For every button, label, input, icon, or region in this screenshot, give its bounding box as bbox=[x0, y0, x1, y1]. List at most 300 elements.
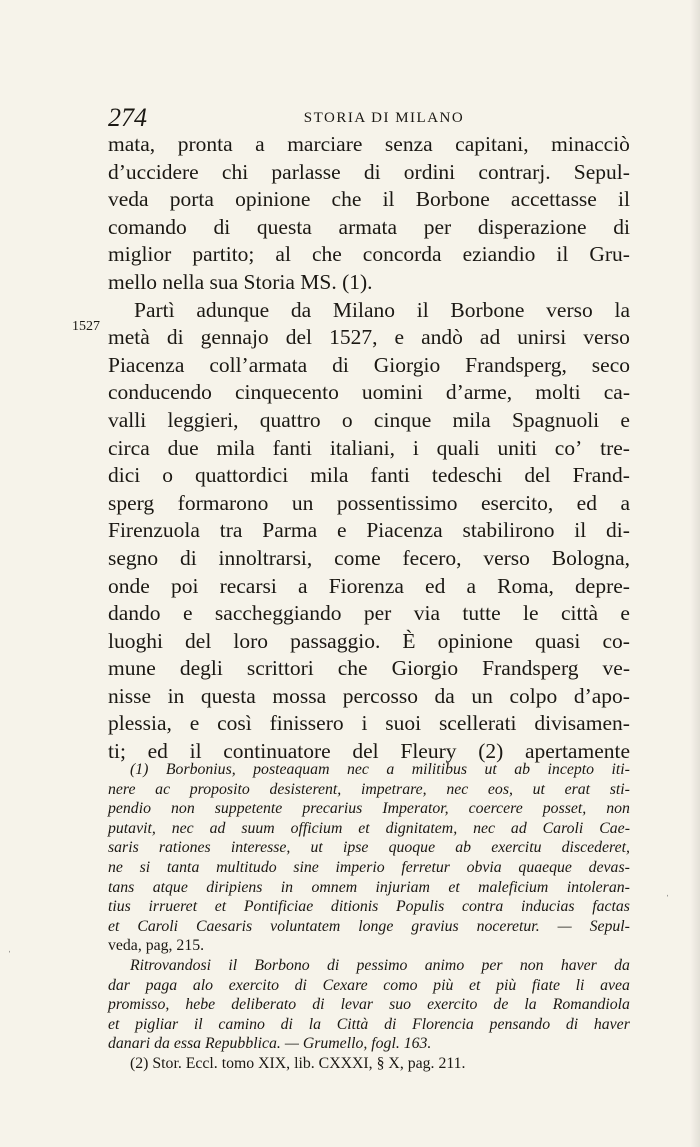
word: non bbox=[519, 956, 544, 974]
word: più bbox=[496, 976, 517, 994]
text-line bbox=[108, 517, 630, 545]
word: dando bbox=[108, 601, 161, 626]
word: pensando bbox=[489, 1015, 551, 1033]
word: ve- bbox=[602, 656, 630, 681]
word: haver bbox=[560, 956, 597, 974]
word: poi bbox=[170, 573, 199, 598]
word: Sepul- bbox=[589, 917, 630, 935]
word: la bbox=[524, 996, 537, 1014]
word: parlasse bbox=[271, 159, 341, 184]
word: del bbox=[352, 739, 379, 764]
word: gennajo bbox=[200, 325, 269, 350]
word: suum bbox=[241, 819, 275, 837]
word: dignitatem, bbox=[385, 819, 458, 837]
word: da bbox=[434, 683, 455, 708]
word: di bbox=[213, 214, 231, 239]
word: più bbox=[433, 976, 454, 994]
word: (2) bbox=[478, 739, 504, 764]
word: nec bbox=[446, 780, 469, 798]
word: eziandio bbox=[462, 242, 536, 267]
word: del bbox=[285, 325, 313, 350]
word: Giorgio bbox=[391, 656, 459, 681]
word: sti- bbox=[609, 780, 630, 798]
word: di- bbox=[606, 518, 630, 543]
word: fiate bbox=[531, 976, 560, 994]
word: precarius bbox=[302, 800, 363, 818]
text-line bbox=[108, 628, 630, 656]
word: e bbox=[620, 601, 630, 626]
word: che bbox=[311, 242, 342, 267]
text-line bbox=[108, 573, 630, 601]
word: 1527, bbox=[329, 325, 378, 350]
word: uomini bbox=[361, 380, 423, 405]
footnote-line bbox=[108, 878, 630, 898]
word: finissero bbox=[269, 711, 344, 736]
word: suppetente bbox=[214, 800, 283, 818]
word: in bbox=[280, 878, 294, 896]
footnote-line bbox=[108, 897, 630, 917]
margin-year-note: 1527 bbox=[72, 319, 100, 334]
word: di bbox=[294, 976, 307, 994]
word: sine bbox=[293, 858, 319, 876]
word: Populis bbox=[396, 898, 445, 916]
text-line: mello nella sua Storia MS. (1). bbox=[108, 269, 373, 294]
word: andò bbox=[421, 325, 463, 350]
word: pendio bbox=[108, 800, 151, 818]
word: molti bbox=[535, 380, 581, 405]
word: segno bbox=[108, 545, 159, 570]
word: adunque bbox=[196, 297, 270, 322]
footnote-line bbox=[108, 799, 630, 819]
word: ad bbox=[209, 819, 226, 837]
word: exercito bbox=[228, 976, 279, 994]
word: un bbox=[291, 490, 314, 515]
word: del bbox=[185, 628, 212, 653]
word: pronta bbox=[177, 132, 233, 156]
word: leggieri, bbox=[167, 407, 239, 432]
word: cinquecento bbox=[234, 380, 339, 405]
word: depre- bbox=[575, 573, 630, 598]
word: metà bbox=[108, 325, 150, 350]
word: ut bbox=[310, 839, 323, 857]
word: avea bbox=[600, 976, 630, 994]
word: a bbox=[255, 132, 265, 156]
word: recarsi bbox=[219, 573, 277, 598]
word: e bbox=[336, 518, 347, 543]
word: Pontificiae bbox=[243, 898, 314, 916]
word: e bbox=[182, 601, 193, 626]
word: et bbox=[448, 878, 460, 896]
word: omnem bbox=[311, 878, 358, 896]
word: impetrare, bbox=[360, 780, 427, 798]
word: li bbox=[575, 976, 585, 994]
footnote-line bbox=[108, 819, 630, 839]
word: d’arme, bbox=[445, 380, 513, 405]
word: ipse bbox=[342, 839, 369, 857]
word: che bbox=[331, 187, 362, 212]
word: exercitu bbox=[491, 839, 542, 857]
word: divisamen- bbox=[534, 711, 630, 736]
word: marciare bbox=[287, 132, 363, 156]
text-line bbox=[108, 435, 630, 463]
text-line bbox=[108, 545, 630, 573]
word: ti; bbox=[108, 739, 126, 764]
word: per bbox=[481, 956, 503, 974]
word: exercito bbox=[427, 996, 478, 1014]
word: di bbox=[280, 1015, 293, 1033]
word: stabilirono bbox=[462, 518, 555, 543]
word: apertamente bbox=[524, 739, 630, 764]
word: Caesaris bbox=[195, 917, 253, 935]
word: percosso bbox=[342, 683, 418, 708]
word: quattro bbox=[259, 407, 321, 432]
word: quattordici bbox=[195, 463, 289, 488]
word: ferretur bbox=[401, 858, 450, 876]
word: ed bbox=[576, 490, 597, 515]
word: iti- bbox=[611, 761, 630, 778]
word: incepto bbox=[547, 761, 595, 778]
text-line bbox=[108, 600, 630, 628]
word: Fleury bbox=[400, 739, 457, 764]
word: mossa bbox=[272, 683, 327, 708]
word: camino bbox=[218, 1015, 265, 1033]
word: Piacenza bbox=[366, 518, 443, 543]
word: miglior bbox=[108, 242, 172, 267]
word: Partì bbox=[134, 297, 175, 322]
word: seco bbox=[591, 352, 630, 377]
word: coercere bbox=[468, 800, 523, 818]
text-line bbox=[108, 683, 630, 711]
word: proposito bbox=[189, 780, 250, 798]
word: Firenzuola bbox=[108, 518, 200, 543]
word: Imperator, bbox=[382, 800, 449, 818]
word: degli bbox=[179, 656, 223, 681]
word: il bbox=[618, 187, 630, 212]
word: quaeque bbox=[518, 858, 572, 876]
word: — bbox=[557, 917, 572, 935]
word: et bbox=[214, 898, 227, 916]
word: ordini bbox=[403, 159, 456, 184]
word: longe bbox=[358, 917, 394, 935]
word: Caroli bbox=[137, 917, 179, 935]
word: da bbox=[290, 297, 312, 322]
word: porta bbox=[169, 187, 214, 212]
word: Cae- bbox=[599, 819, 630, 837]
word: gravius bbox=[411, 917, 459, 935]
word: officium bbox=[290, 819, 343, 837]
text-line bbox=[108, 462, 630, 490]
word: d’apo- bbox=[573, 683, 630, 708]
word: Ritrovandosi bbox=[130, 956, 212, 974]
word: fanti bbox=[272, 435, 313, 460]
word: a bbox=[620, 490, 630, 515]
word: discederet, bbox=[561, 839, 630, 857]
text-line bbox=[108, 407, 630, 435]
word: formarono bbox=[177, 490, 269, 515]
footnotes bbox=[108, 760, 630, 1074]
word: di bbox=[332, 352, 349, 377]
word: a bbox=[466, 573, 477, 598]
word: il bbox=[189, 739, 202, 764]
word: Florencia bbox=[412, 1015, 474, 1033]
word: Borbone bbox=[450, 297, 525, 322]
word: luoghi bbox=[108, 628, 163, 653]
word: coll’armata bbox=[209, 352, 308, 377]
word: scellerati bbox=[438, 711, 517, 736]
word: pessimo bbox=[356, 956, 408, 974]
word: saccheggiando bbox=[214, 601, 342, 626]
word: (1) bbox=[130, 761, 149, 778]
word: devas- bbox=[588, 858, 630, 876]
word: nere bbox=[108, 780, 136, 798]
word: Caroli bbox=[542, 819, 584, 837]
word: d’uccidere bbox=[108, 159, 199, 184]
word: rationes bbox=[158, 839, 211, 857]
footnote-line bbox=[108, 780, 630, 800]
word: Parma bbox=[262, 518, 318, 543]
word: Frand- bbox=[572, 463, 630, 488]
word: fanti bbox=[370, 463, 410, 488]
word: paga bbox=[145, 976, 178, 994]
word: cinque bbox=[373, 407, 432, 432]
word: tra bbox=[219, 518, 243, 543]
scan-speck: ˌ bbox=[8, 942, 12, 953]
word: Borbono bbox=[254, 956, 310, 974]
word: levar bbox=[340, 996, 374, 1014]
word: ad bbox=[510, 819, 527, 837]
word: del bbox=[524, 463, 551, 488]
word: unirsi bbox=[517, 325, 567, 350]
word: de bbox=[493, 996, 509, 1014]
word: et bbox=[108, 1015, 120, 1033]
word: di bbox=[312, 996, 325, 1014]
word: così bbox=[217, 711, 252, 736]
word: ed bbox=[425, 573, 446, 598]
text-line bbox=[108, 352, 630, 380]
word: come bbox=[334, 545, 381, 570]
footnote-line bbox=[108, 976, 630, 996]
word: continuatore bbox=[223, 739, 331, 764]
word: quoque bbox=[388, 839, 436, 857]
word: uniti bbox=[497, 435, 537, 460]
word: la bbox=[614, 297, 630, 322]
word: capitani, bbox=[455, 132, 529, 156]
word: Borbonius, bbox=[165, 761, 236, 778]
word: minacciò bbox=[551, 132, 630, 156]
word: italiani, bbox=[329, 435, 395, 460]
word: et bbox=[358, 819, 370, 837]
word: di bbox=[363, 159, 381, 184]
word: factas bbox=[592, 898, 630, 916]
word: verso bbox=[583, 325, 630, 350]
word: il bbox=[382, 187, 395, 212]
word: tans bbox=[108, 878, 135, 896]
word: innoltrarsi, bbox=[218, 545, 313, 570]
word: via bbox=[413, 601, 441, 626]
word: ac bbox=[155, 780, 171, 798]
word: injuriam bbox=[375, 878, 430, 896]
word: plessia, bbox=[108, 711, 172, 736]
word: si bbox=[139, 858, 151, 876]
word: onde bbox=[108, 573, 150, 598]
word: chi bbox=[221, 159, 249, 184]
word: questa bbox=[256, 214, 312, 239]
word: irrueret bbox=[148, 898, 198, 916]
footnote-line: danari da essa Repubblica. — Grumello, fogl. 163. bbox=[108, 1035, 432, 1053]
word: valli bbox=[108, 407, 147, 432]
page-number: 274 bbox=[108, 103, 147, 132]
footnote-line: (2) Stor. Eccl. tomo XIX, lib. CXXXI, § X, pag. 211. bbox=[130, 1054, 466, 1072]
word: quasi bbox=[535, 628, 581, 653]
word: nec bbox=[346, 761, 369, 778]
word: il bbox=[193, 1015, 203, 1033]
word: non bbox=[606, 800, 630, 818]
word: Fiorenza bbox=[328, 573, 404, 598]
word: loro bbox=[233, 628, 269, 653]
word: co’ bbox=[554, 435, 583, 460]
text-line bbox=[108, 655, 630, 683]
word: como bbox=[383, 976, 418, 994]
word: mune bbox=[108, 656, 156, 681]
word: hebe bbox=[185, 996, 216, 1014]
word: nec bbox=[171, 819, 194, 837]
word: la bbox=[308, 1015, 321, 1033]
word: alo bbox=[192, 976, 214, 994]
word: contra bbox=[462, 898, 504, 916]
word: possentissimo bbox=[336, 490, 458, 515]
word: pigliar bbox=[135, 1015, 179, 1033]
footnote-line bbox=[108, 760, 630, 780]
text-line bbox=[108, 241, 630, 269]
word: È bbox=[402, 628, 416, 653]
word: nec bbox=[473, 819, 495, 837]
word: di bbox=[565, 1015, 579, 1033]
word: Romandiola bbox=[552, 996, 630, 1014]
word: armata bbox=[338, 214, 398, 239]
word: concorda bbox=[362, 242, 442, 267]
word: et bbox=[108, 917, 120, 935]
word: un bbox=[471, 683, 493, 708]
word: circa bbox=[108, 435, 150, 460]
word: imperio bbox=[335, 858, 385, 876]
word: ditionis bbox=[330, 898, 379, 916]
text-line bbox=[108, 379, 630, 407]
word: promisso, bbox=[108, 996, 170, 1014]
word: tutte bbox=[462, 601, 501, 626]
word: dici bbox=[108, 463, 141, 488]
word: questa bbox=[200, 683, 256, 708]
word: e bbox=[189, 711, 200, 736]
word: Roma, bbox=[497, 573, 554, 598]
word: saris bbox=[108, 839, 139, 857]
word: opinione bbox=[235, 187, 311, 212]
text-line bbox=[108, 324, 630, 352]
text-line bbox=[108, 297, 630, 325]
word: Spagnuoli bbox=[511, 407, 600, 432]
word: Giorgio bbox=[373, 352, 441, 377]
footnote-line bbox=[108, 956, 630, 976]
text-line bbox=[108, 710, 630, 738]
footnote-line bbox=[108, 858, 630, 878]
word: di bbox=[166, 325, 184, 350]
word: Borbone bbox=[415, 187, 490, 212]
running-title: STORIA DI MILANO bbox=[303, 110, 465, 126]
word: posteaquam bbox=[253, 761, 330, 778]
word: di bbox=[384, 1015, 397, 1033]
word: ne bbox=[108, 858, 123, 876]
word: ad bbox=[479, 325, 501, 350]
text-line bbox=[108, 490, 630, 518]
footnote-line bbox=[108, 917, 630, 937]
word: il bbox=[574, 518, 587, 543]
word: conducendo bbox=[108, 380, 212, 405]
word: accettasse bbox=[510, 187, 597, 212]
word: voluntatem bbox=[270, 917, 341, 935]
word: ut bbox=[532, 780, 545, 798]
word: di bbox=[326, 956, 340, 974]
word: mata, bbox=[108, 132, 156, 156]
main-text bbox=[108, 131, 630, 766]
text-line bbox=[108, 159, 630, 187]
word: e bbox=[620, 407, 630, 432]
word: o bbox=[162, 463, 174, 488]
word: Frandsperg, bbox=[465, 352, 567, 377]
text-line bbox=[108, 186, 630, 214]
word: opinione bbox=[437, 628, 513, 653]
word: a bbox=[298, 573, 308, 598]
footnote-line bbox=[108, 838, 630, 858]
word: due bbox=[167, 435, 199, 460]
word: città bbox=[560, 601, 598, 626]
word: il bbox=[556, 242, 569, 267]
word: putavit, bbox=[108, 819, 156, 837]
word: ab bbox=[514, 761, 531, 778]
word: atque bbox=[152, 878, 188, 896]
word: e bbox=[394, 325, 405, 350]
word: posset, bbox=[542, 800, 587, 818]
word: nisse bbox=[108, 683, 151, 708]
text-line bbox=[108, 131, 630, 159]
page-edge-shadow bbox=[690, 0, 700, 1147]
word: il bbox=[228, 956, 238, 974]
word: al bbox=[275, 242, 291, 267]
word: per bbox=[423, 214, 452, 239]
word: ab bbox=[455, 839, 472, 857]
word: et bbox=[469, 976, 481, 994]
word: intoleran- bbox=[566, 878, 630, 896]
word: tius bbox=[108, 898, 131, 916]
word: erat bbox=[564, 780, 591, 798]
word: sperg bbox=[108, 490, 155, 515]
word: quali bbox=[436, 435, 480, 460]
word: non bbox=[171, 800, 195, 818]
word: di bbox=[179, 545, 197, 570]
word: contrarj. bbox=[478, 159, 551, 184]
word: suo bbox=[389, 996, 412, 1014]
word: multitudo bbox=[216, 858, 277, 876]
word: eos, bbox=[487, 780, 513, 798]
word: le bbox=[523, 601, 539, 626]
word: il bbox=[416, 297, 429, 322]
word: colpo bbox=[509, 683, 558, 708]
word: animo bbox=[424, 956, 465, 974]
word: Piacenza bbox=[108, 352, 185, 377]
word: haver bbox=[593, 1015, 630, 1033]
word: comando bbox=[108, 214, 187, 239]
word: ca- bbox=[603, 380, 630, 405]
word: Milano bbox=[332, 297, 396, 322]
word: passaggio. bbox=[290, 628, 381, 653]
